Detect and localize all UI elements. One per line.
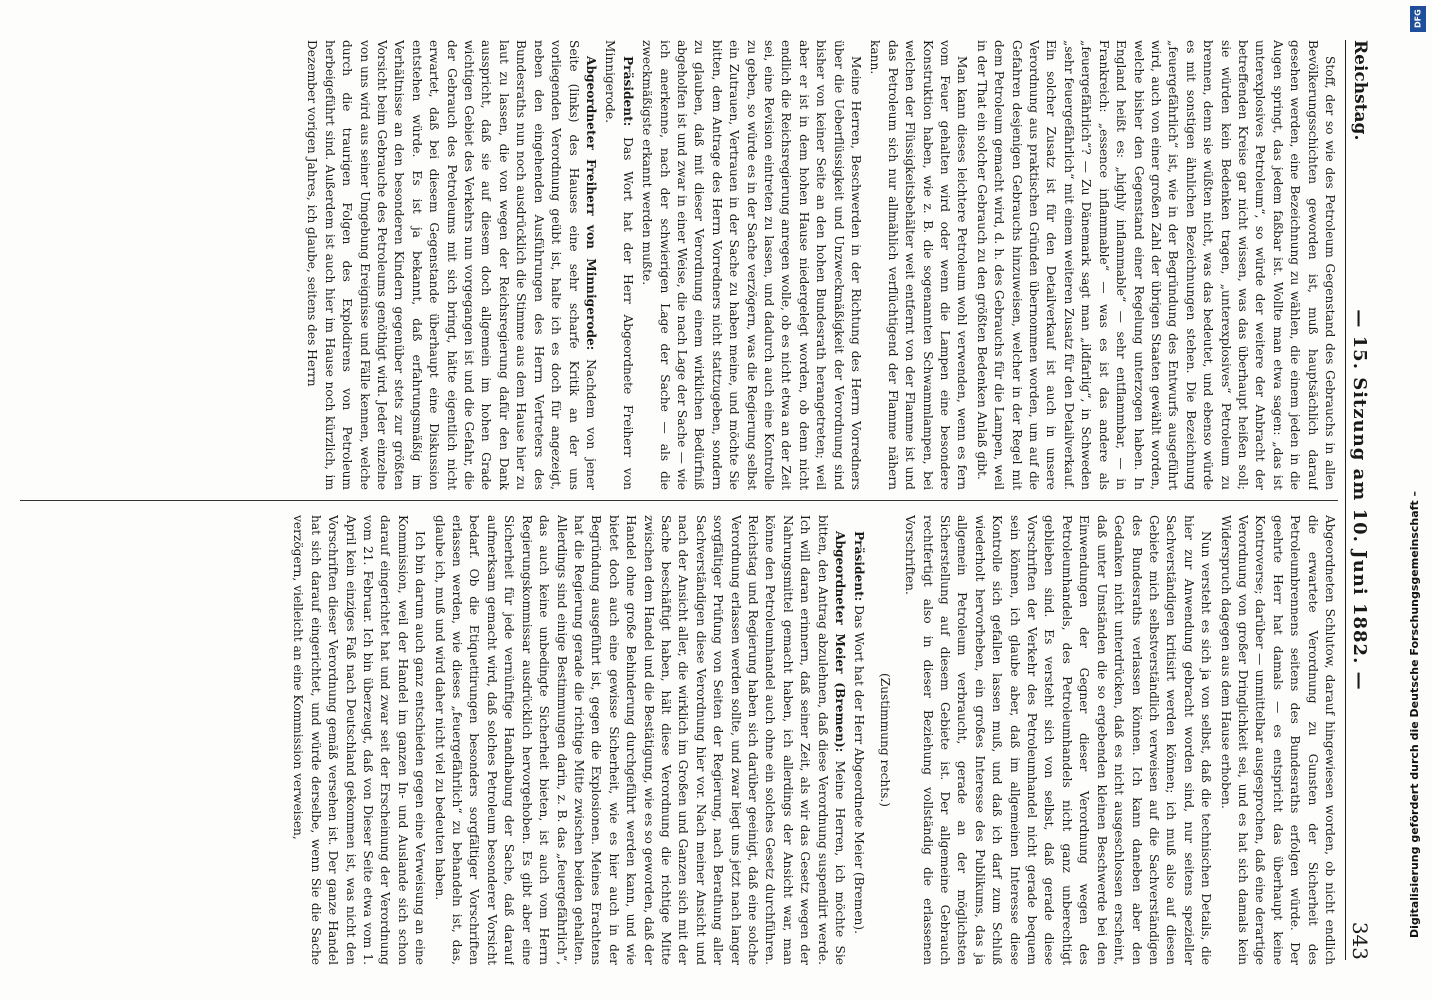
speech-text: Meine Herren, ich möchte Sie bitten, den Antrag abzulehnen, daß diese Verordnung suspendirt werde. Ich will daran erinnern, daß seiner Zeit, als wir das Gesetz wegen der Nahrungsmittel gemacht haben, ich allerdings der Ansicht war, man könne den Petroleumhandel auch ohne ein solches Gesetz durchführen. Reichstag und Regierung haben sich darüber geeinigt, daß eine solche Verordnung erlassen werden sollte, und zwar liegt uns jetzt nach langer sorgfältiger Prüfung von Seiten der Regierung, nach Berathung aller Sachverständigen diese Verordnung hier vor. Nach meiner Ansicht und nach der Ansicht aller, die wirklich im Großen und Ganzen sich mit der Sache beschäftigt haben, hält diese Verordnung die richtige Mitte zwischen dem Handel und die Bestätigung, wie es so geworden, daß der Handel ohne große Behinderung durchgeführt werden kann, und wie bietet doch auch eine gewisse Sicherheit, wie es hier auch in der Begründung ausgeführt ist, gegen die Explosionen. Meines Erachtens hat die Regierung gerade die richtige Mitte zwischen beiden gehalten. Allerdings sind einige Bestimmungen darin, z. B. das „feuergefährlich“, das auch keine unbedingte Sicherheit bieten, ist auch vom Herrn Regierungskommissar ausdrücklich hervorgehoben. Es gibt aber eine Sicherheit für jede vernünftige Handhabung der Sache, daß darauf aufmerksam gemacht wird, daß solches Petroleum besonderer Vorsicht bedarf. Ob die Etiquettirungen besonders sorgfältiger Vorschriften erlassen werden, wie dieses „feuergefährlich“ zu behandeln ist, das, glaube ich, muß und wird daher nicht viel zu bedeuten haben. xyxy=(432,515,848,965)
header-title: — 15. Sitzung am 10. Juni 1882. — xyxy=(1349,309,1370,691)
text-column-right xyxy=(20,515,1338,965)
speech-text: Nachdem von jener Seite (links) des Hauses eine sehr scharfe Kritik an der uns vorliegenden Verordnung geübt ist, halte ich es doch für angezeigt, neben den eingehenden Ausführungen des Herrn Vertreters des Bundesraths nun noch ausdrücklich die Stimme aus dem Hause hier zu laut zu lassen, die von wegen der Reichsregierung dafür den Dank ausspricht, daß sie auf diesem doch allgemein im hohen Grade wichtigen Gebiet des Verkehrs nun vorgegangen ist und die Gefahr, die der Gebrauch des Petroleums mit sich bringt, hätte eigentlich nicht erwartet, daß bei diesem Gegenstande überhaupt eine Diskussion entstehen würde. Es ist ja bekannt, daß erfahrungsmäßig im Verhältnisse an den besonderen Kindern gegenüber stets zur größten Vorsicht beim Gebrauche des Petroleums genöthigt wird. Jeder einzelne von uns wird aus seiner Umgebung Ereignisse und Fälle kennen, welche durch die traurigen Folgen des Explodirens von Petroleum herbeigeführt sind. Außerdem ist auch hier im Hause noch kürzlich, im Dezember vorigen Jahres, ich glaube, seitens des Herrn xyxy=(305,40,598,490)
body-paragraph: Nun versteht es sich ja von selbst, daß die technischen Details, die hier zur Anwendung gebracht worden sind, nur seitens spezieller Sachverständigen kritisirt werden können; ich muß also auf diesen Gebiete mich selbstverständlich verweisen auf die Sachverständigen des Bundesraths verlassen können. Ich kann daneben aber den Gedanken nicht unterdrücken, daß es nicht ausgeschlossen erscheint, daß unter Umständen die so ergebenden kleinen Beschwerde bei den Einwendungen der Gegner dieser Verordnung wegen des Petroleumhandels, des Petroleumhandels nicht ganz unberechtigt geblieben sind. Es versteht sich von selbst, daß gerade diese Vorschriften der Verkehr des Petroleumhandel nicht gerade bequem sein können, ich glaube aber, daß im allgemeinen Interesse diese Kontrolle sich gefallen lassen muß, und daß ich darf zum Schluß wiederholt hervorheben, ein großes Interesse des Publikums, das ja allgemein Petroleum verbraucht, gerade an der möglichsten Sicherstellung auf diesem Gebiete ist. Der allgemeine Gebrauch rechtfertigt also in dieser Beziehung vollständig die erlassenen Vorschriften. xyxy=(903,515,1214,965)
page-header xyxy=(1345,40,1374,960)
speaker-name: Präsident: xyxy=(852,531,867,602)
body-paragraph: Man kann dieses leichtere Petroleum wohl verwenden, wenn es fern vom Feuer gehalten wird oder wenn die Lampen eine besondere Konstruktion haben, wie z. B. die sogenannten Schwammlampen, bei welchen der Flüssigkeitsbehälter weit entfernt von der Flamme ist und das Petroleum sich nur allmählich verflüchtigend der Flamme nähern kann. xyxy=(868,40,970,490)
digitization-credit xyxy=(1408,8,1428,968)
body-paragraph: Abgeordneten Schlutow, darauf hingewiesen worden, ob nicht endlich die erwartete Verordnung zu Gunsten der Sicherheit des Petroleumbrennens seitens des Bundesraths erfolgen würde. Der geehrte Herr hat damals — es entspricht das überhaupt keine Kontroverse; darüber — unmittelbar ausgesprochen, daß eine derartige Verordnung von großer Dringlichkeit sei, und es hat sich damals kein Widerspruch dagegen aus dem Hause erhoben. xyxy=(1218,515,1337,965)
speaker-paragraph xyxy=(850,515,867,965)
header-left: Reichstag. xyxy=(1350,40,1370,141)
text-column-left xyxy=(20,40,1338,490)
speech-text: Das Wort hat der Herr Abgeordnete Meier (Bremen). xyxy=(852,605,867,935)
speaker-name: Abgeordneter Meier (Bremen): xyxy=(833,531,848,753)
speaker-name: Abgeordneter Freiherr von Minnigerode: xyxy=(583,56,598,351)
speech-text: Das Wort hat der Herr Abgeordnete Freiherr von Minnigerode. xyxy=(603,40,635,490)
speaker-paragraph xyxy=(601,40,636,490)
body-paragraph: Ich bin darum auch ganz entschieden gegen eine Verweisung an eine Kommission, weil der Handel im ganzen In- und Auslande sich schon darauf eingerichtet hat und zwar seit der Erscheinung der Verordnung vom 21. Februar. Ich bin überzeugt, daß von Dieser Seite etwa vom 1. April kein einziges Faß nach Deutschland gekommen ist, was nicht den Vorschriften dieser Verordnung gemäß versehen ist. Der ganze Handel hat sich darauf eingerichtet, und würde derselbe, wenn Sie die Sache verzögern, vielleicht an eine Kommission verweisen, xyxy=(291,515,428,965)
credit-text: Digitalisierung gefördert durch die Deutsche Forschungsgemeinschaft – xyxy=(1408,491,1421,938)
dfg-logo: DFG xyxy=(1410,6,1426,32)
speaker-name: Präsident: xyxy=(620,56,635,127)
page-number: 343 xyxy=(1348,921,1372,960)
column-divider xyxy=(20,500,1338,501)
speaker-paragraph xyxy=(303,40,599,490)
body-paragraph: Meine Herren, Beschwerden in der Richtung des Herrn Vorredners über die Ueberflüssigkeit und Unzweckmäßigkeit der Verordnung sind bisher von keiner Seite an den hohen Bundesrath herangetreten; weil aber er ist in dem hohen Hause niedergelegt worden, ob denn nicht endlich die Reichsregierung anregen wolle, ob es nicht etwa an der Zeit sei, eine Revision eintreten zu lassen, und dadurch auch eine Kontrolle zu geben, so würde es in der Sache verzögern, was die Regierung selbst ein Zutrauen, Vertrauen in der Sache zu haben meine, und möchte Sie bitten, dem Antrage des Herrn Vorredners nicht stattzugeben, sondern zu glauben, daß mit dieser Verordnung einem wirklichen Bedürfniß abgeholfen ist und zwar in einer Weise, die nach Lage der Sache — wie ich anerkenne, nach der schwierigen Lage der Sache — als die zweckmäßigste erkannt werden mußte. xyxy=(640,40,864,490)
speaker-paragraph xyxy=(430,515,848,965)
body-paragraph: Stoff, der so wie des Petroleum Gegenstand des Gebrauchs in allen Bevölkerungsschichten geworden ist, muß hauptsächlich darauf gesehen werden, eine Bezeichnung zu wählen, die einem jeden in die Augen springt, das jedem faßbar ist. Wollte man etwa sagen: „das ist unterexplosives Petroleum“, so würde der weitere der Anbracht der betreffenden Kreise gar nicht wissen, was das überhaupt heißen soll; sie würden kein Bedenken tragen, „unterexplosives“ Petroleum zu brennen, denn sie wüßten nicht, was das bedeutet, und ebenso würde es mit sonstigen ähnlichen Bezeichnungen stehen. Die Bezeichnung „feuergefährlich“ ist, wie in der Begründung des Entwurfs ausgeführt wird, auch von einer großen Zahl der übrigen Staaten gewählt worden, welche bisher den Gegenstand einer Regelung unterzogen haben. In England heißt es: „highly inflammable“ — sehr entflammbar, — in Frankreich: „essence inflammable“ — was es ist das andere als „feuergefährlich“? — Zu Dänemark sagt man „ildfarlig“, in Schweden „sehr feuergefährlich“ mit einem weiteren Zusatz für den Detailverkauf. Ein solcher Zusatz ist für den Detailverkauf ist auch in unsere Verordnung aus praktischen Gründen übernommen worden, um auf die Gefahren desjenigen Gebrauchs hinzuweisen, welcher in der Regel mit dem Petroleum gemacht wird, d. h. des Gebrauchs für die Lampen, weil in der That ein solcher Gebrauch zu den größten Bedenken Anlaß gibt. xyxy=(974,40,1337,490)
stage-direction: (Zustimmung rechts.) xyxy=(877,672,892,808)
